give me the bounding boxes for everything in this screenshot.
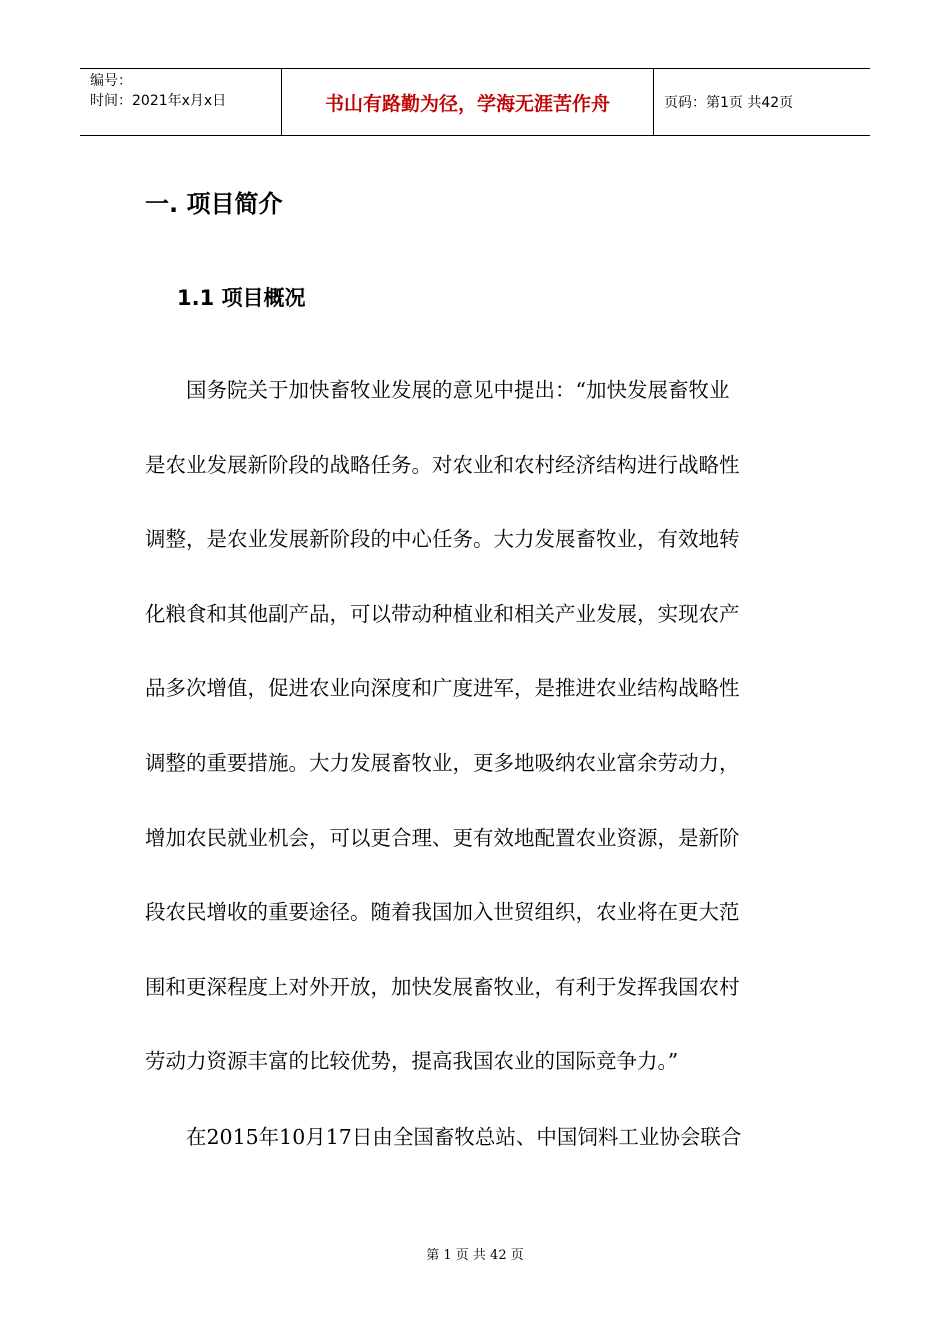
subsection-title: 1.1 项目概况 xyxy=(177,286,306,310)
paragraph-second xyxy=(145,1100,805,1175)
document-date-label: 时间：2021年x月x日 xyxy=(90,93,227,109)
document-header xyxy=(80,68,870,136)
paragraph-line: 国务院关于加快畜牧业发展的意见中提出：“加快发展畜牧业 xyxy=(145,378,730,402)
paragraph-intro xyxy=(145,353,805,1099)
paragraph-line: 在2015年10月17日由全国畜牧总站、中国饲料工业协会联合 xyxy=(145,1125,742,1149)
section-title: 一. 项目简介 xyxy=(145,190,283,218)
document-number-label: 编号： xyxy=(90,73,132,89)
paragraph-line: 化粮食和其他副产品，可以带动种植业和相关产业发展，实现农产 xyxy=(145,601,740,626)
paragraph-line: 品多次增值，促进农业向深度和广度进军，是推进农业结构战略性 xyxy=(145,676,740,701)
paragraph-line: 调整的重要措施。大力发展畜牧业，更多地吸纳农业富余劳动力， xyxy=(145,750,740,775)
paragraph-line: 调整，是农业发展新阶段的中心任务。大力发展畜牧业，有效地转 xyxy=(145,527,740,552)
paragraph-line: 是农业发展新阶段的战略任务。对农业和农村经济结构进行战略性 xyxy=(145,452,740,477)
header-page-info: 页码：第1页 共42页 xyxy=(664,95,794,111)
page-footer: 第 1 页 共 42 页 xyxy=(426,1248,524,1263)
header-page-cell xyxy=(654,69,870,135)
header-motto: 书山有路勤为径，学海无涯苦作舟 xyxy=(324,92,610,115)
paragraph-line: 劳动力资源丰富的比较优势，提高我国农业的国际竞争力。” xyxy=(145,1049,679,1074)
header-motto-cell xyxy=(282,69,654,135)
paragraph-line: 段农民增收的重要途径。随着我国加入世贸组织，农业将在更大范 xyxy=(145,900,740,925)
header-meta-cell xyxy=(80,69,282,135)
paragraph-line: 围和更深程度上对外开放，加快发展畜牧业，有利于发挥我国农村 xyxy=(145,974,740,999)
paragraph-line: 增加农民就业机会，可以更合理、更有效地配置农业资源，是新阶 xyxy=(145,825,740,850)
